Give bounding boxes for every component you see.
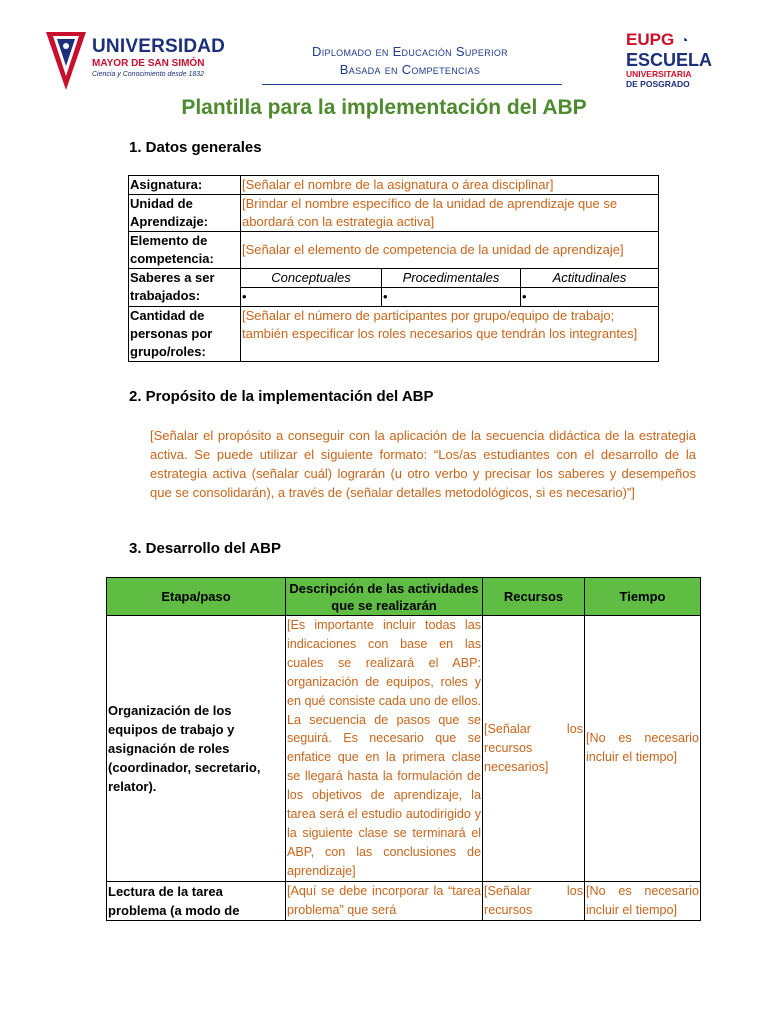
- university-subtitle: MAYOR DE SAN SIMÓN: [92, 58, 205, 69]
- table-row: [129, 307, 659, 362]
- university-seal-icon: [44, 28, 88, 92]
- university-name: UNIVERSIDAD: [92, 36, 226, 57]
- saberes-label: Saberes a ser trabajados:: [129, 269, 241, 307]
- section3-heading: 3. Desarrollo del ABP: [129, 540, 281, 557]
- description-cell: [Aquí se debe incorporar la “tarea problema” que será: [286, 881, 483, 920]
- description-cell: [Es importante incluir todas las indicaciones con base en las cuales se realizará el ABP: organización de equipos, roles y en qué consiste cada uno de ellos. La secuencia de pasos que se seguirá. Es necesario que se enfatice que en la primera clase se llegará hasta la formulación de los objetivos de aprendizaje, la tarea será el estudio autodirigido y la siguiente clase se terminará el ABP, con las conclusiones de aprendizaje]: [286, 616, 483, 882]
- table-row: [129, 269, 659, 288]
- page-title: Plantilla para la implementación del ABP: [181, 96, 587, 119]
- eupg-escuela: ESCUELA: [626, 50, 713, 70]
- asignatura-label: Asignatura:: [129, 176, 241, 195]
- section2-heading: 2. Propósito de la implementación del ABP: [129, 388, 434, 405]
- col-header-etapa: Etapa/paso: [107, 578, 286, 616]
- saberes-bullet: •: [241, 288, 382, 307]
- diploma-title-line2: Basada en Competencias: [339, 62, 481, 77]
- stage-cell: Lectura de la tarea problema (a modo de: [107, 881, 286, 920]
- abp-development-table: [106, 577, 701, 921]
- saberes-col-procedimentales: Procedimentales: [382, 269, 521, 288]
- table-row: [107, 881, 701, 920]
- saberes-bullet: •: [382, 288, 521, 307]
- unidad-label: Unidad de Aprendizaje:: [129, 195, 241, 232]
- asignatura-value: [Señalar el nombre de la asignatura o área disciplinar]: [241, 176, 659, 195]
- resources-cell: [Señalar los recursos necesarios]: [483, 616, 585, 882]
- elemento-label: Elemento de competencia:: [129, 232, 241, 269]
- table-row: [129, 232, 659, 269]
- stage-cell: Organización de los equipos de trabajo y asignación de roles (coordinador, secretario, relator).: [107, 616, 286, 882]
- table-row: [129, 195, 659, 232]
- eupg-acronym: EUPG: [626, 30, 675, 49]
- eupg-universitaria: UNIVERSITARIA: [626, 69, 692, 79]
- elemento-value: [Señalar el elemento de competencia de la unidad de aprendizaje]: [241, 232, 659, 269]
- table-header-row: [107, 578, 701, 616]
- time-cell: [No es necesario incluir el tiempo]: [585, 881, 701, 920]
- saberes-col-actitudinales: Actitudinales: [521, 269, 659, 288]
- section1-heading: 1. Datos generales: [129, 139, 262, 156]
- table-row: [129, 176, 659, 195]
- unidad-value: [Brindar el nombre específico de la unidad de aprendizaje que se abordará con la estrategia activa]: [241, 195, 659, 232]
- purpose-text: [Señalar el propósito a conseguir con la aplicación de la secuencia didáctica de la estrategia activa. Se puede utilizar el siguiente formato: “Los/as estudiantes con el desarrollo de la estrategia activa (señalar cuál) lograrán (u otro verbo y precisar los saberes y desempeños que se consolidarán), a través de (señalar detalles metodológicos, si es necesario)”]: [150, 428, 696, 500]
- eupg-emblem-icon: ◔: [680, 32, 689, 48]
- eupg-posgrado: DE POSGRADO: [626, 79, 690, 89]
- cantidad-value: [Señalar el número de participantes por grupo/equipo de trabajo; también especificar los roles necesarios que tendrán los integrantes]: [241, 307, 659, 362]
- header-divider: [262, 84, 562, 85]
- col-header-descripcion: Descripción de las actividades que se realizarán: [286, 578, 483, 616]
- diploma-title-line1: Diplomado en Educación Superior: [312, 44, 508, 59]
- resources-cell: [Señalar los recursos: [483, 881, 585, 920]
- cantidad-label: Cantidad de personas por grupo/roles:: [129, 307, 241, 362]
- general-data-table: [128, 175, 659, 362]
- saberes-bullet: •: [521, 288, 659, 307]
- col-header-recursos: Recursos: [483, 578, 585, 616]
- table-row: [107, 616, 701, 882]
- saberes-col-conceptuales: Conceptuales: [241, 269, 382, 288]
- col-header-tiempo: Tiempo: [585, 578, 701, 616]
- university-motto: Ciencia y Conocimiento desde 1832: [92, 71, 205, 78]
- time-cell: [No es necesario incluir el tiempo]: [585, 616, 701, 882]
